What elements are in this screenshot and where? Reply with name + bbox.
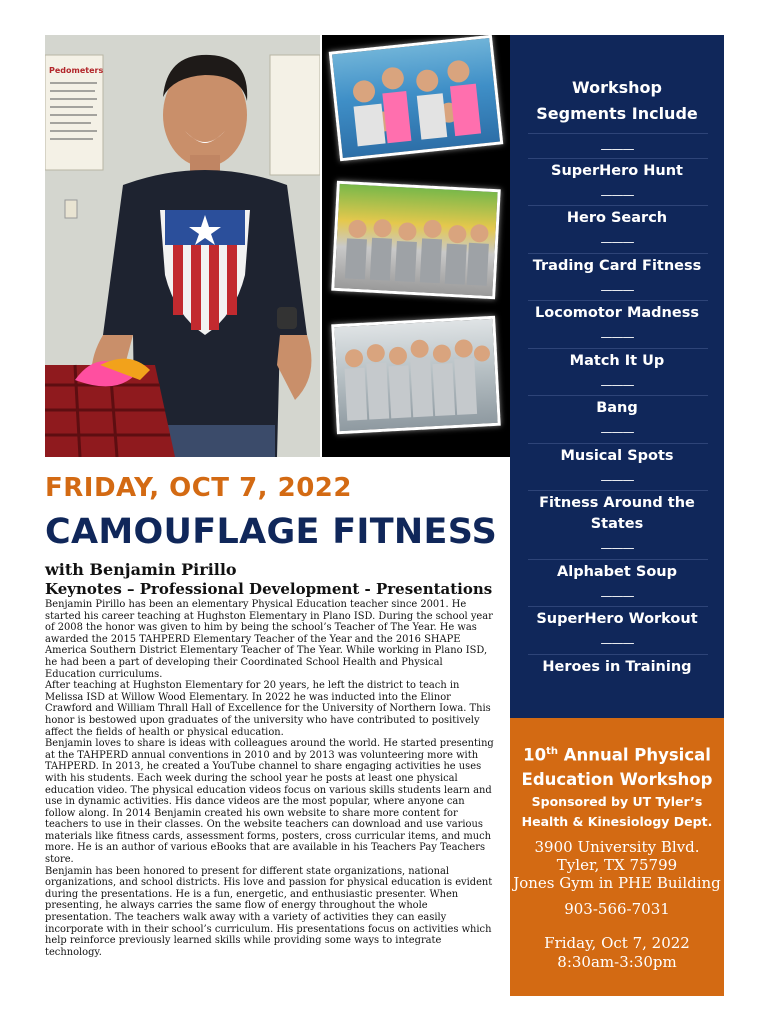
segments-heading-line2: Segments Include: [536, 104, 698, 123]
divider: [528, 205, 708, 206]
presenter-photo: [45, 35, 320, 457]
segment-separator: ———: [600, 378, 634, 392]
students-photo-1: [329, 35, 504, 161]
event-time-text: 8:30am-3:30pm: [557, 953, 677, 971]
segment-item: Musical Spots: [560, 448, 674, 464]
photo-collage: [322, 35, 510, 457]
sponsor-line1: Sponsored by UT Tyler’s: [531, 794, 703, 809]
divider: [528, 253, 708, 254]
segment-separator: ———: [600, 235, 634, 249]
address-line3: Jones Gym in PHE Building: [513, 874, 721, 892]
presenter-bio: [45, 599, 495, 958]
segment-separator: ———: [600, 142, 634, 156]
bio-paragraph: After teaching at Hughston Elementary for 20 years, he left the district to teach in Melissa ISD at Willow Wood Elementary. In 2022 he was inducted into the Elinor Crawford and William Thrall Hall of Excellence for the University of Northern Iowa. This honor is bestowed upon graduates of the university who have contributed to positively affect the fields of health or physical education.: [45, 680, 491, 738]
presenter-name: with Benjamin Pirillo: [45, 560, 237, 579]
workshop-segments-panel: [510, 35, 724, 718]
divider: [528, 559, 708, 560]
segment-item: SuperHero Workout: [536, 611, 698, 627]
workshop-title-line1: [510, 740, 724, 768]
workshop-title-line2: Education Workshop: [521, 769, 713, 789]
segment-separator: ———: [600, 188, 634, 202]
students-photo-3: [331, 316, 501, 434]
students-photo-2: [331, 181, 501, 299]
segment-item: Fitness Around the States: [539, 495, 695, 532]
address: [510, 838, 724, 892]
workshop-info-box: [510, 718, 724, 996]
segments-heading-line1: Workshop: [572, 78, 662, 97]
sponsor-text: [510, 792, 724, 832]
bio-paragraph: Benjamin has been honored to present for different state organizations, national organizations, and school districts. His love and passion for physical education is evident during the presentations. He is a fun, energetic, and enthusiastic presenter. When presenting, he always carries the same flow of energy throughout the whole presentation. The teachers walk away with a variety of activities they can easily incorporate with in their school’s curriculum. His presentations focus on activities which help reinforce previously learned skills while providing some ways to integrate technology.: [45, 865, 493, 958]
segment-separator: ———: [600, 589, 634, 603]
segment-item: Bang: [596, 400, 638, 416]
divider: [528, 133, 708, 134]
presenter-photo-illustration: [45, 35, 320, 457]
divider: [528, 654, 708, 655]
segment-separator: ———: [600, 541, 634, 555]
divider: [528, 300, 708, 301]
segment-item: Heroes in Training: [542, 659, 692, 675]
address-line2: Tyler, TX 75799: [556, 856, 678, 874]
title-rest: Annual Physical: [557, 745, 711, 765]
segment-item: Hero Search: [566, 210, 668, 226]
bio-paragraph: Benjamin Pirillo has been an elementary Physical Education teacher since 2001. He started his career teaching at Hughston Elementary in Plano ISD. During the school year of 2008 the honor was given to him by being the school’s Teacher of The Year. He was awarded the 2015 TAHPERD Elementary Teacher of the Year and the 2016 SHAPE America Southern District Elementary Teacher of The Year. While working in Plano ISD, he had been a part of developing their Coordinated School Health and Physical Education curriculums.: [45, 599, 493, 680]
segment-separator: ———: [600, 425, 634, 439]
event-datetime: [510, 934, 724, 972]
segment-separator: ———: [600, 283, 634, 297]
phone-number: 903-566-7031: [564, 900, 670, 918]
divider: [528, 490, 708, 491]
segments-heading: [510, 75, 724, 127]
divider: [528, 443, 708, 444]
divider: [528, 158, 708, 159]
segment-separator: ———: [600, 473, 634, 487]
event-date-heading: FRIDAY, OCT 7, 2022: [45, 473, 352, 503]
sponsor-line2: Health & Kinesiology Dept.: [521, 814, 713, 829]
segment-item: SuperHero Hunt: [551, 163, 683, 179]
divider: [528, 348, 708, 349]
segment-separator: ———: [600, 330, 634, 344]
workshop-title: [510, 740, 724, 792]
divider: [528, 395, 708, 396]
divider: [528, 606, 708, 607]
poster-heading: Pedometers: [49, 66, 104, 75]
address-line1: 3900 University Blvd.: [534, 838, 700, 856]
segment-item: Trading Card Fitness: [532, 258, 702, 274]
title-number: 10: [523, 745, 547, 765]
segment-item: Match It Up: [569, 353, 665, 369]
event-date-text: Friday, Oct 7, 2022: [544, 934, 690, 952]
bio-paragraph: Benjamin loves to share is ideas with colleagues around the world. He started presenting at the TAHPERD annual conventions in 2010 and by 2013 was volunteering more with TAHPERD. In 2013, he created a YouTube channel to share engaging activities he uses with his students. Each week during the school year he posts at least one physical education video. The physical education videos focus on various skills students learn and use in dynamic activities. His dance videos are the most popular, where anyone can follow along. In 2014 Benjamin created his own website to share more content for teachers to use in their classes. On the website teachers can download and use various materials like fitness cards, assessment forms, posters, cross curricular items, and much more. He is an author of various eBooks that are available in his Teachers Pay Teachers store.: [45, 738, 494, 866]
keynotes-subtitle: Keynotes – Professional Development - Presentations: [45, 580, 493, 598]
event-title: CAMOUFLAGE FITNESS: [45, 512, 498, 552]
segment-item: Alphabet Soup: [557, 564, 677, 580]
segment-separator: ———: [600, 636, 634, 650]
segment-item: Locomotor Madness: [535, 305, 699, 321]
title-ordinal: th: [546, 746, 558, 757]
